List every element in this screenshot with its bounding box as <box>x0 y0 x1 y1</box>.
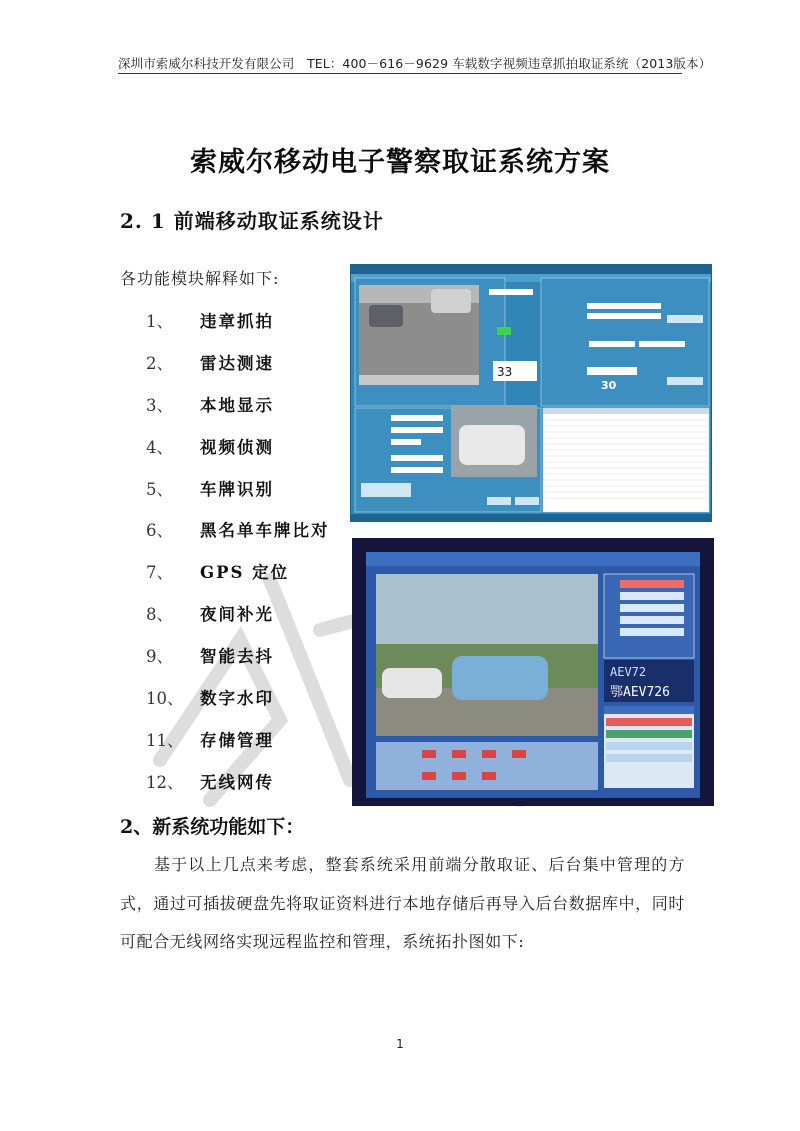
list-item <box>146 769 330 811</box>
list-item <box>146 517 330 559</box>
list-number: 12、 <box>146 772 184 792</box>
list-item <box>146 392 330 434</box>
list-label: 违章抓拍 <box>200 312 274 331</box>
plate-reading-bottom: 鄂AEV726 <box>610 685 670 700</box>
document-title: 索威尔移动电子警察取证系统方案 <box>190 147 610 178</box>
list-label: 夜间补光 <box>200 605 274 625</box>
list-item <box>146 559 330 601</box>
list-number: 4、 <box>146 437 173 457</box>
list-number: 7、 <box>146 563 173 583</box>
list-label: 车牌识别 <box>200 479 274 499</box>
section-intro: 各功能模块解释如下: <box>120 269 280 288</box>
page-header: 深圳市索威尔科技开发有限公司 TEL：400－616－9629 车载数字视频违章抓拍取证系统（2013版本） <box>118 56 712 71</box>
list-label: 智能去抖 <box>200 647 274 667</box>
list-number: 5、 <box>146 479 173 499</box>
new-features-heading: 2、新系统功能如下： <box>120 816 305 838</box>
list-item <box>146 601 330 643</box>
list-number: 10、 <box>146 689 184 709</box>
section-heading: 2. 1 前端移动取证系统设计 <box>120 209 384 233</box>
list-number: 8、 <box>146 605 173 625</box>
list-number: 6、 <box>146 521 173 541</box>
list-number: 1、 <box>146 312 173 331</box>
list-item <box>146 308 330 350</box>
list-label: 本地显示 <box>200 395 274 415</box>
software-window-illustration <box>351 265 712 522</box>
list-item <box>146 434 330 476</box>
speed-value: 33 <box>497 365 513 379</box>
list-item <box>146 476 330 518</box>
list-label: 雷达测速 <box>200 353 274 373</box>
list-item <box>146 685 330 727</box>
list-label: 数字水印 <box>200 689 274 709</box>
list-item <box>146 727 330 769</box>
list-label: 视频侦测 <box>200 437 274 457</box>
list-item <box>146 643 330 685</box>
list-label: GPS 定位 <box>200 563 290 583</box>
feature-list <box>146 308 330 811</box>
plate-reading-top: AEV72 <box>610 665 647 679</box>
software-screenshot <box>350 264 712 522</box>
list-number: 11、 <box>146 730 184 750</box>
list-label: 无线网传 <box>200 772 274 792</box>
list-number: 3、 <box>146 395 173 415</box>
header-rule <box>118 73 682 74</box>
list-number: 9、 <box>146 647 173 667</box>
list-label: 存储管理 <box>200 730 274 750</box>
list-label: 黑名单车牌比对 <box>200 521 330 541</box>
counter-value: 30 <box>601 379 617 392</box>
monitor-display-illustration <box>352 538 714 806</box>
list-number: 2、 <box>146 353 173 373</box>
body-paragraph: 基于以上几点来考虑，整套系统采用前端分散取证、后台集中管理的方式，通过可插拔硬盘先将取证资料进行本地存储后再导入后台数据库中，同时可配合无线网络实现远程监控和管理，系统拓扑图如下: <box>120 855 685 951</box>
list-item <box>146 350 330 392</box>
monitor-photo <box>352 538 714 806</box>
page-number: 1 <box>396 1037 404 1051</box>
body-paragraph-block <box>120 846 685 962</box>
